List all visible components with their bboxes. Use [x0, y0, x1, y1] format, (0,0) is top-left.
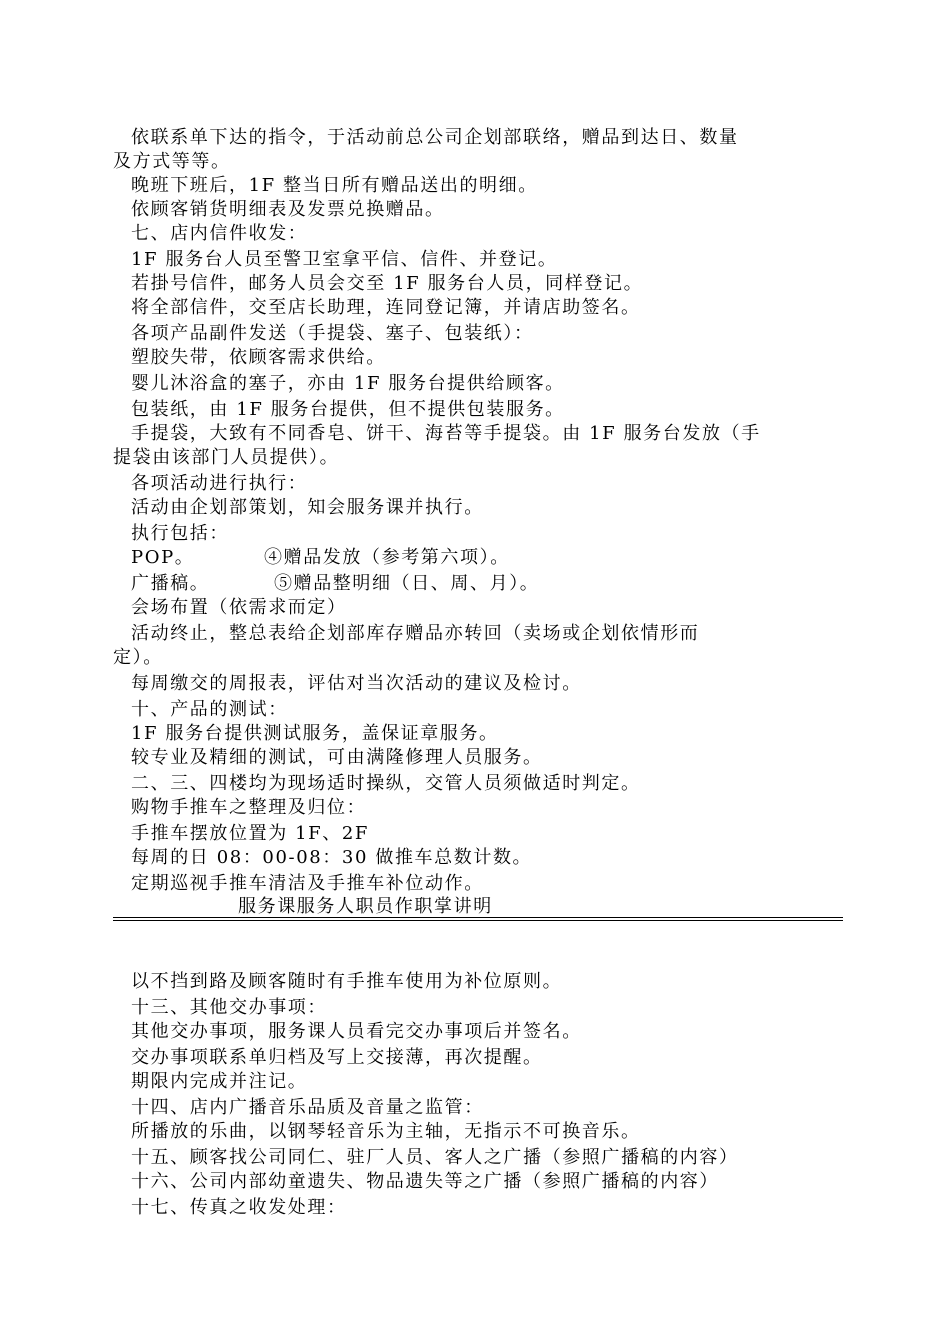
section-heading: 十三、其他交办事项： [131, 997, 327, 1018]
text-line: 二、三、四楼均为现场适时操纵，交管人员须做适时判定。 [131, 773, 641, 794]
text-line: 及方式等等。 [113, 151, 231, 172]
section-heading: 十七、传真之收发处理： [131, 1197, 347, 1218]
text-line: 每周的日 08：00-08：30 做推车总数计数。 [131, 847, 533, 868]
list-item: ④赠品发放（参考第六项）。 [264, 547, 510, 568]
text-line: 依联系单下达的指令，于活动前总公司企划部联络，赠品到达日、数量 [131, 127, 739, 148]
text-line: 将全部信件，交至店长助理，连同登记簿，并请店助签名。 [131, 297, 641, 318]
text-line: 期限内完成并注记。 [131, 1071, 308, 1092]
text-line: 定期巡视手推车清洁及手推车补位动作。 [131, 873, 484, 894]
text-line: 交办事项联系单归档及写上交接薄，再次提醒。 [131, 1047, 543, 1068]
section-heading: 十六、公司内部幼童遗失、物品遗失等之广播（参照广播稿的内容） [131, 1171, 719, 1192]
text-line: 塑胶失带，依顾客需求供给。 [131, 347, 386, 368]
footer-divider [113, 920, 843, 921]
text-line: 手推车摆放位置为 1F、2F [131, 823, 370, 844]
text-line: 其他交办事项，服务课人员看完交办事项后并签名。 [131, 1021, 582, 1042]
section-heading: 十四、店内广播音乐品质及音量之监管： [131, 1097, 484, 1118]
text-line: 各项活动进行执行： [131, 473, 308, 494]
text-line: 执行包括： [131, 523, 229, 544]
text-line: 婴儿沐浴盒的塞子，亦由 1F 服务台提供给顾客。 [131, 373, 565, 394]
text-line: 1F 服务台提供测试服务，盖保证章服务。 [131, 723, 499, 744]
text-line: 每周缴交的周报表，评估对当次活动的建议及检讨。 [131, 673, 582, 694]
text-line: 若掛号信件，邮务人员会交至 1F 服务台人员，同样登记。 [131, 273, 644, 294]
text-line: 晚班下班后，1F 整当日所有赠品送出的明细。 [131, 175, 538, 196]
page-footer-title: 服务课服务人职员作职掌讲明 [238, 896, 493, 917]
footer-divider [113, 917, 843, 918]
text-line: 所播放的乐曲，以钢琴轻音乐为主轴，无指示不可换音乐。 [131, 1121, 641, 1142]
text-line: 手提袋，大致有不同香皂、饼干、海苔等手提袋。由 1F 服务台发放（手 [131, 423, 761, 444]
list-item: 会场布置（依需求而定） [131, 597, 347, 618]
text-line: 以不挡到路及顾客随时有手推车使用为补位原则。 [131, 971, 563, 992]
section-heading: 十、产品的测试： [131, 699, 288, 720]
text-line: 活动由企划部策划，知会服务课并执行。 [131, 497, 484, 518]
text-line: 包装纸，由 1F 服务台提供，但不提供包装服务。 [131, 399, 565, 420]
text-line: 各项产品副件发送（手提袋、塞子、包装纸）： [131, 323, 534, 344]
text-line: 较专业及精细的测试，可由满隆修理人员服务。 [131, 747, 543, 768]
text-line: 定）。 [113, 647, 163, 668]
list-item: 广播稿。 [131, 573, 210, 594]
section-heading: 七、店内信件收发： [131, 223, 308, 244]
text-line: 活动终止，整总表给企划部库存赠品亦转回（卖场或企划依情形而 [131, 623, 700, 644]
list-item: POP。 [131, 547, 195, 568]
text-line: 1F 服务台人员至警卫室拿平信、信件、并登记。 [131, 249, 558, 270]
list-item: ⑤赠品整明细（日、周、月）。 [274, 573, 540, 594]
text-line: 提袋由该部门人员提供）。 [113, 447, 340, 468]
text-line: 购物手推车之整理及归位： [131, 797, 367, 818]
section-heading: 十五、顾客找公司同仁、驻厂人员、客人之广播（参照广播稿的内容） [131, 1147, 739, 1168]
text-line: 依顾客销货明细表及发票兑换赠品。 [131, 199, 445, 220]
